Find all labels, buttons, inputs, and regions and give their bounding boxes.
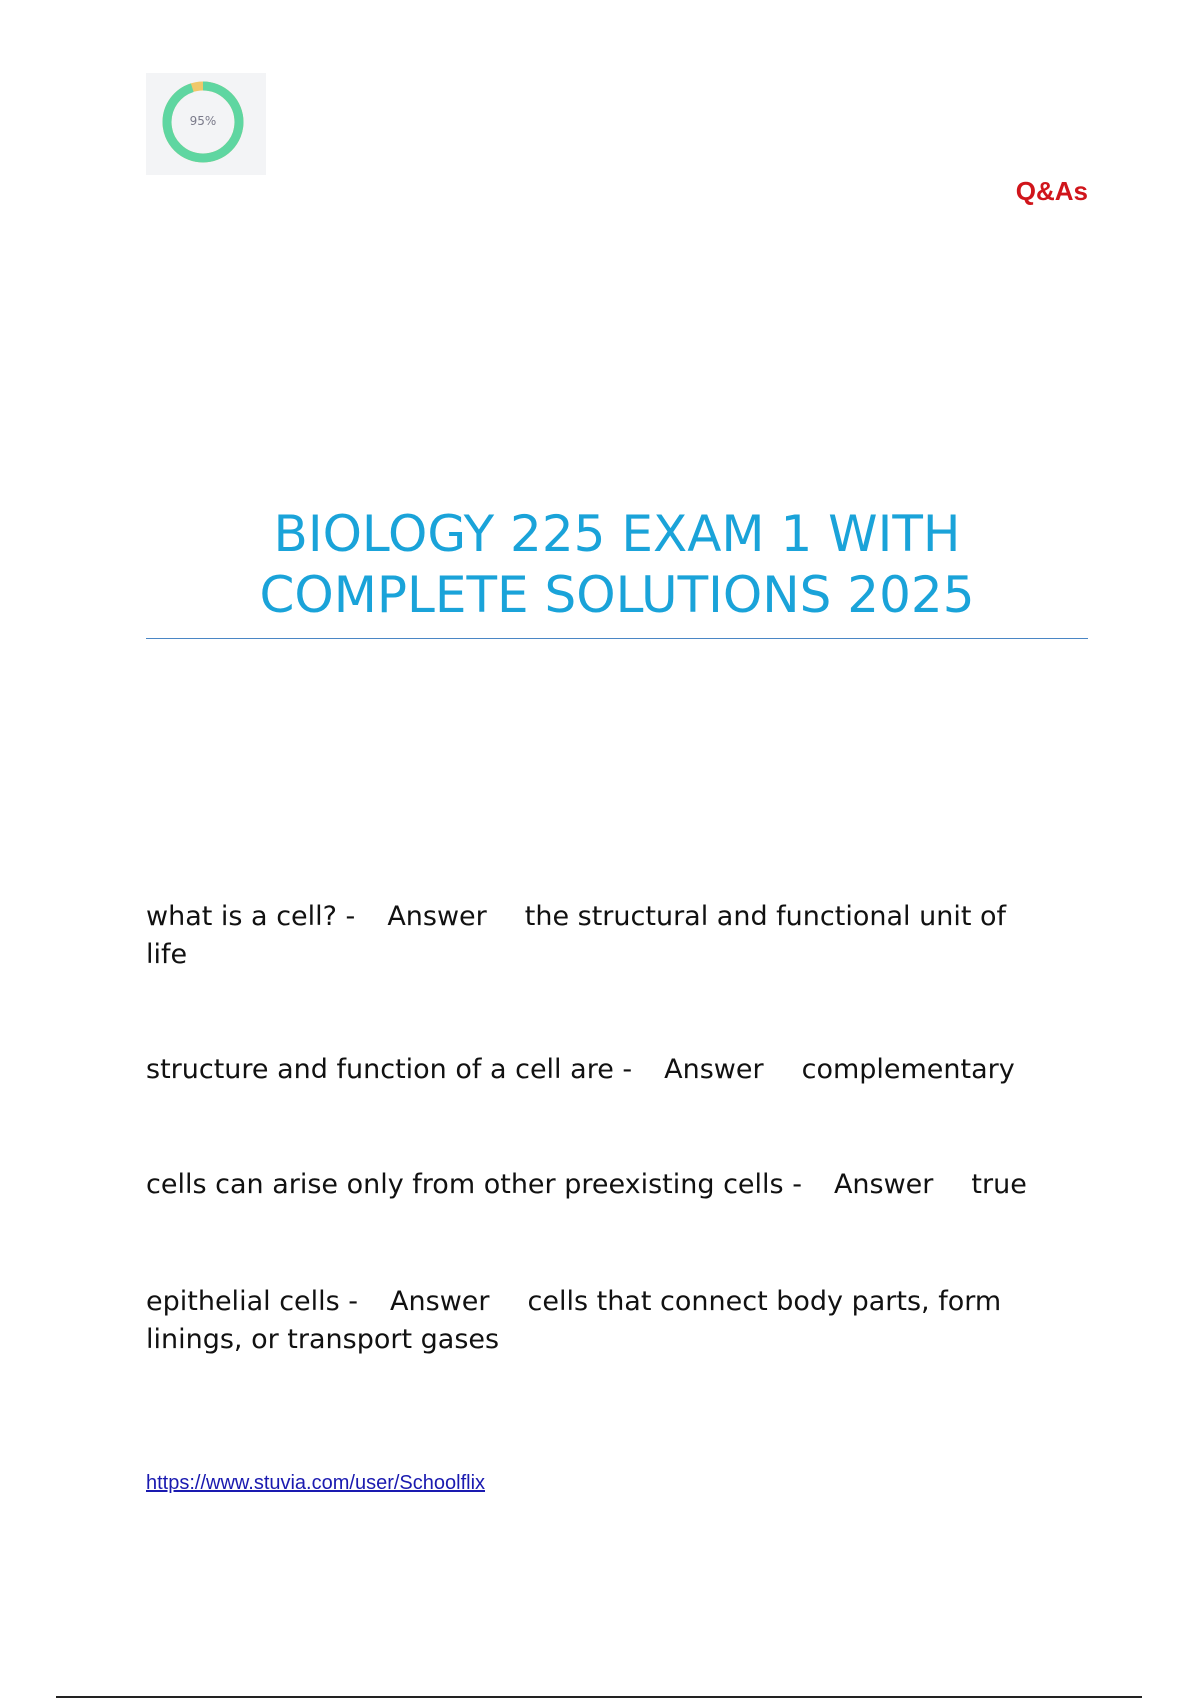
qa-item bbox=[146, 898, 1088, 974]
answer-text-continued: linings, or transport gases bbox=[146, 1324, 500, 1355]
qa-tag: Q&As bbox=[1015, 176, 1088, 206]
question-text: structure and function of a cell are - bbox=[146, 1054, 633, 1085]
title-line-1: BIOLOGY 225 EXAM 1 WITH bbox=[273, 505, 961, 563]
question-text: what is a cell? - bbox=[146, 901, 356, 932]
answer-text: cells that connect body parts, form bbox=[527, 1286, 1002, 1317]
answer-label: Answer bbox=[390, 1286, 490, 1317]
qa-item bbox=[146, 1283, 1088, 1359]
answer-label: Answer bbox=[664, 1054, 764, 1085]
title-line-2: COMPLETE SOLUTIONS 2025 bbox=[259, 566, 975, 624]
answer-text: true bbox=[971, 1169, 1027, 1200]
answer-label: Answer bbox=[833, 1169, 934, 1200]
source-link[interactable]: https://www.stuvia.com/user/Schoolflix bbox=[146, 1472, 486, 1494]
title-divider bbox=[146, 638, 1088, 639]
footer-divider bbox=[56, 1696, 1142, 1698]
answer-label: Answer bbox=[387, 901, 487, 932]
progress-percent-label: 95% bbox=[189, 114, 217, 128]
answer-text: the structural and functional unit of bbox=[524, 901, 1007, 932]
progress-badge bbox=[146, 73, 266, 175]
qa-item bbox=[146, 1051, 1088, 1089]
qa-item bbox=[146, 1166, 1088, 1204]
answer-text: complementary bbox=[801, 1054, 1015, 1085]
question-text: cells can arise only from other preexisting cells - bbox=[146, 1169, 802, 1200]
question-text: epithelial cells - bbox=[146, 1286, 359, 1317]
document-title bbox=[146, 504, 1088, 626]
answer-text-continued: life bbox=[146, 939, 188, 970]
